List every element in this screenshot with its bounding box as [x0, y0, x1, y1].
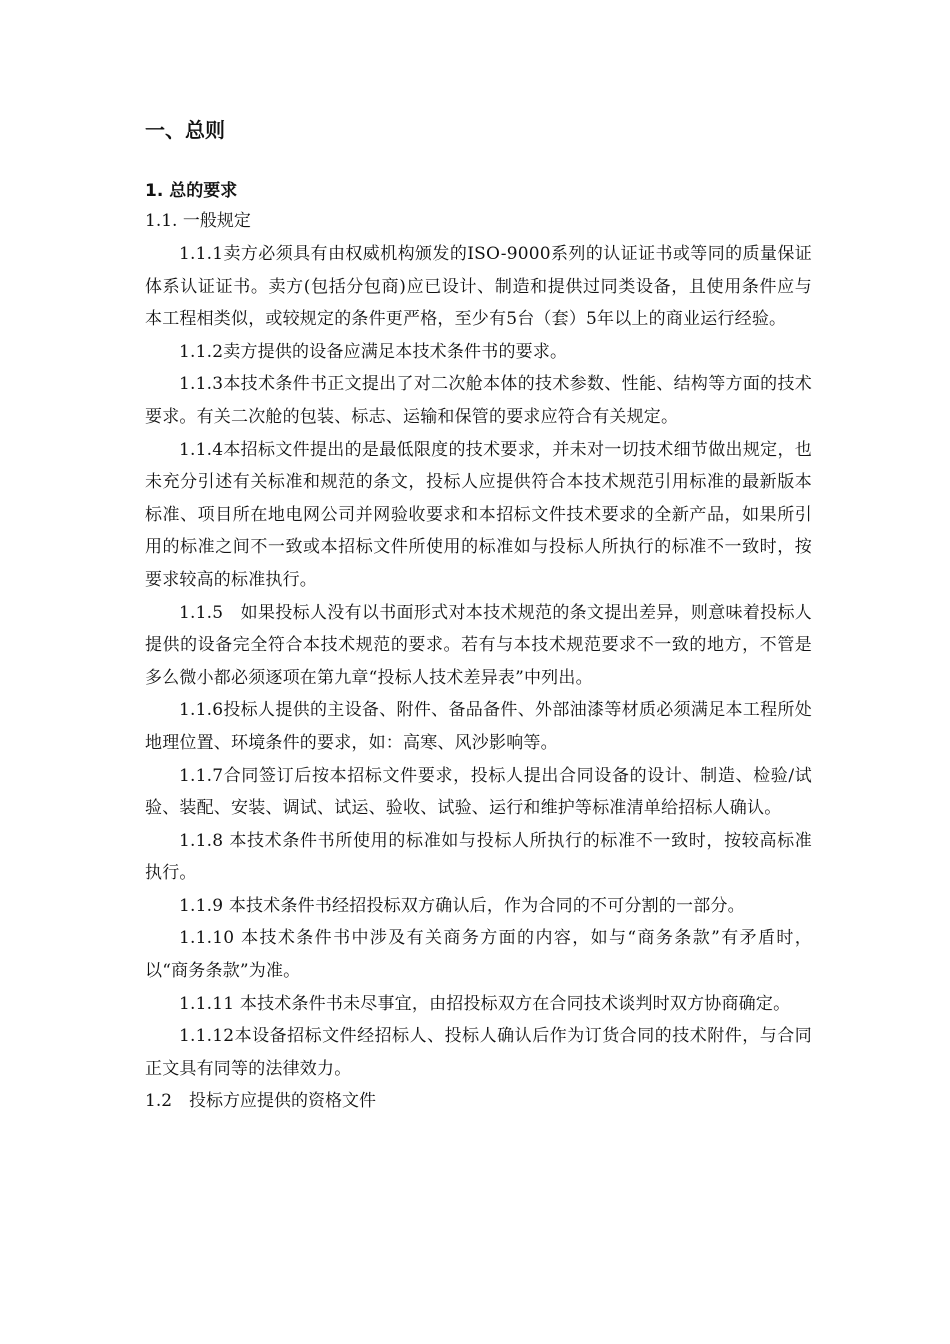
- document-body: [145, 115, 812, 1118]
- clause-1-1-1: 1.1.1卖方必须具有由权威机构颁发的ISO-9000系列的认证证书或等同的质量保证体系认证证书。卖方(包括分包商)应已设计、制造和提供过同类设备，且使用条件应与本工程相类似，或较规定的条件更严格，至少有5台（套）5年以上的商业运行经验。: [145, 244, 812, 330]
- clause-1-1-8: 1.1.8 本技术条件书所使用的标准如与投标人所执行的标准不一致时，按较高标准执行。: [145, 830, 812, 884]
- clause-1-1-11: 1.1.11 本技术条件书未尽事宜，由招投标双方在合同技术谈判时双方协商确定。: [179, 993, 791, 1014]
- clause-1-2-title: 1.2 投标方应提供的资格文件: [145, 1091, 377, 1112]
- clause-1-1-3: 1.1.3本技术条件书正文提出了对二次舱本体的技术参数、性能、结构等方面的技术要求。有关二次舱的包装、标志、运输和保管的要求应符合有关规定。: [145, 374, 812, 427]
- clause-1-1-10: 1.1.10 本技术条件书中涉及有关商务方面的内容，如与“商务条款”有矛盾时，以“商务条款”为准。: [145, 928, 812, 982]
- clause-1-1-6: 1.1.6投标人提供的主设备、附件、备品备件、外部油漆等材质必须满足本工程所处地理位置、环境条件的要求，如：高寒、风沙影响等。: [145, 700, 812, 753]
- clause-1-1-title: 1.1. 一般规定: [145, 211, 251, 231]
- section-title: 一、总则: [145, 118, 225, 142]
- subsection-title: 1. 总的要求: [145, 181, 238, 201]
- clause-1-1-4: 1.1.4本招标文件提出的是最低限度的技术要求，并未对一切技术细节做出规定，也未充分引述有关标准和规范的条文，投标人应提供符合本技术规范引用标准的最新版本标准、项目所在地电网公司并网验收要求和本招标文件技术要求的全新产品，如果所引用的标准之间不一致或本招标文件所使用的标准如与投标人所执行的标准不一致时，按要求较高的标准执行。: [145, 439, 812, 590]
- clause-1-1-12: 1.1.12本设备招标文件经招标人、投标人确认后作为订货合同的技术附件，与合同正文具有同等的法律效力。: [145, 1026, 812, 1079]
- clause-1-1-5: 1.1.5 如果投标人没有以书面形式对本技术规范的条文提出差异，则意味着投标人提供的设备完全符合本技术规范的要求。若有与本技术规范要求不一致的地方，不管是多么微小都必须逐项在第九章“投标人技术差异表”中列出。: [145, 602, 812, 688]
- clause-1-1-2: 1.1.2卖方提供的设备应满足本技术条件书的要求。: [179, 341, 568, 362]
- clause-1-1-9: 1.1.9 本技术条件书经招投标双方确认后，作为合同的不可分割的一部分。: [179, 895, 745, 916]
- clause-1-1-7: 1.1.7合同签订后按本招标文件要求，投标人提出合同设备的设计、制造、检验/试验、装配、安装、调试、试运、验收、试验、运行和维护等标准清单给招标人确认。: [145, 765, 812, 819]
